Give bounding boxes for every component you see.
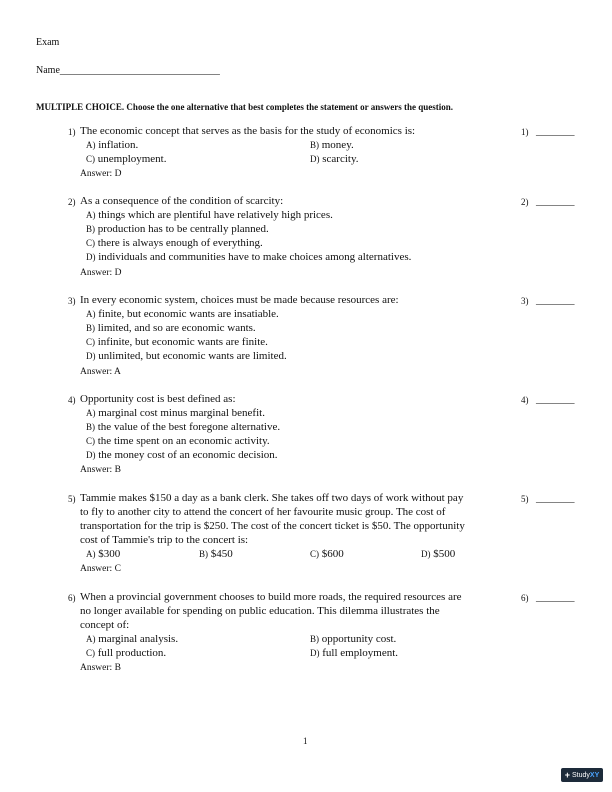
answer-key: Answer: D	[80, 169, 122, 179]
logo-text: StudyXY	[572, 771, 600, 779]
option-b[interactable]: B) opportunity cost.	[310, 633, 397, 645]
option-a[interactable]: A) marginal cost minus marginal benefit.	[86, 407, 265, 419]
option-d[interactable]: D) individuals and communities have to make choices among alternatives.	[86, 251, 412, 263]
option-d[interactable]: D) the money cost of an economic decision.	[86, 449, 278, 461]
option-d[interactable]: D) $500	[421, 548, 456, 560]
question-text: The economic concept that serves as the basis for the study of economics is:	[80, 125, 416, 137]
question-number: 2)	[68, 197, 76, 207]
answer-key: Answer: B	[80, 465, 121, 475]
question-text-line-4: cost of Tammie's trip to the concert is:	[80, 534, 249, 546]
question-text-line-3: concept of:	[80, 619, 130, 631]
option-c[interactable]: C) there is always enough of everything.	[86, 237, 263, 249]
answer-key: Answer: D	[80, 268, 122, 278]
studyxy-logo	[561, 768, 603, 782]
option-b[interactable]: B) money.	[310, 139, 354, 151]
question-text-line-1: When a provincial government chooses to build more roads, the required resources are	[80, 591, 462, 603]
page-number: 1	[303, 736, 308, 746]
question-text-line-1: Tammie makes $150 a day as a bank clerk. She takes off two days of work without pay	[80, 492, 464, 504]
question-number: 5)	[68, 494, 76, 504]
question-text: In every economic system, choices must be made because resources are:	[80, 294, 399, 306]
question-text-line-3: transportation for the trip is $250. The cost of the concert ticket is $50. The opportunity	[80, 520, 465, 532]
question-number: 3)	[68, 296, 76, 306]
answer-blank[interactable]: _______	[536, 125, 575, 137]
answer-slot-number: 4)	[521, 395, 529, 405]
option-b[interactable]: B) the value of the best foregone alternative.	[86, 421, 281, 433]
option-a[interactable]: A) things which are plentiful have relatively high prices.	[86, 209, 333, 221]
option-c[interactable]: C) infinite, but economic wants are finite.	[86, 336, 268, 348]
answer-slot-number: 3)	[521, 296, 529, 306]
option-b[interactable]: B) $450	[199, 548, 233, 560]
option-c[interactable]: C) full production.	[86, 647, 167, 659]
option-a[interactable]: A) inflation.	[86, 139, 139, 151]
answer-slot-number: 1)	[521, 127, 529, 137]
name-field[interactable]: Name________________________________	[36, 65, 220, 76]
option-d[interactable]: D) full employment.	[310, 647, 399, 659]
option-d[interactable]: D) unlimited, but economic wants are limited.	[86, 350, 287, 362]
answer-key: Answer: B	[80, 663, 121, 673]
instructions: MULTIPLE CHOICE. Choose the one alternative that best completes the statement or answers the question.	[36, 102, 453, 112]
option-a[interactable]: A) $300	[86, 548, 121, 560]
option-c[interactable]: C) the time spent on an economic activity.	[86, 435, 270, 447]
answer-blank[interactable]: _______	[536, 195, 575, 207]
option-b[interactable]: B) limited, and so are economic wants.	[86, 322, 256, 334]
answer-slot-number: 5)	[521, 494, 529, 504]
answer-blank[interactable]: _______	[536, 591, 575, 603]
question-text-line-2: to fly to another city to attend the concert of her favourite music group. The cost of	[80, 506, 446, 518]
question-text: Opportunity cost is best defined as:	[80, 393, 236, 405]
answer-key: Answer: A	[80, 367, 121, 377]
option-d[interactable]: D) scarcity.	[310, 153, 359, 165]
plus-icon: +	[564, 769, 570, 780]
answer-blank[interactable]: _______	[536, 393, 575, 405]
answer-key: Answer: C	[80, 564, 121, 574]
question-number: 1)	[68, 127, 76, 137]
answer-slot-number: 2)	[521, 197, 529, 207]
question-text-line-2: no longer available for spending on public education. This dilemma illustrates the	[80, 605, 440, 617]
option-c[interactable]: C) $600	[310, 548, 344, 560]
option-c[interactable]: C) unemployment.	[86, 153, 167, 165]
question-text: As a consequence of the condition of scarcity:	[80, 195, 284, 207]
question-number: 4)	[68, 395, 76, 405]
question-number: 6)	[68, 593, 76, 603]
option-a[interactable]: A) finite, but economic wants are insatiable.	[86, 308, 279, 320]
option-a[interactable]: A) marginal analysis.	[86, 633, 179, 645]
answer-blank[interactable]: _______	[536, 294, 575, 306]
option-b[interactable]: B) production has to be centrally planned.	[86, 223, 269, 235]
answer-blank[interactable]: _______	[536, 492, 575, 504]
answer-slot-number: 6)	[521, 593, 529, 603]
exam-label: Exam	[36, 37, 60, 48]
